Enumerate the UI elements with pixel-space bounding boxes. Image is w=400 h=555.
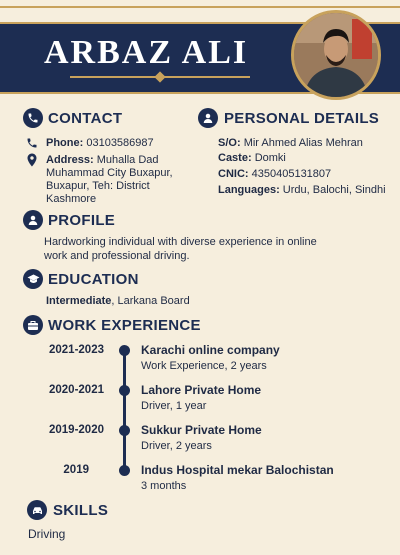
phone-value: 03103586987 [86, 137, 154, 149]
phone-small-icon [26, 136, 38, 154]
education-degree: Intermediate [46, 295, 112, 307]
profile-user-icon [23, 210, 43, 230]
so-label: S/O: [218, 137, 241, 149]
address-label: Address: [46, 154, 94, 166]
education-line [46, 295, 190, 309]
caste-value: Domki [254, 152, 286, 164]
cnic-line [218, 168, 331, 182]
education-institution: , Larkana Board [111, 295, 190, 307]
experience-place: Sukkur Private Home [141, 423, 262, 437]
personal-details-title: PERSONAL DETAILS [224, 110, 380, 127]
contact-title: CONTACT [48, 110, 123, 127]
timeline-dot [119, 345, 130, 356]
experience-place: Indus Hospital mekar Balochistan [141, 463, 334, 477]
experience-years: 2020-2021 [49, 384, 104, 396]
experience-place: Lahore Private Home [141, 383, 262, 397]
phone-label: Phone: [46, 137, 84, 149]
briefcase-icon [23, 315, 43, 335]
skill-item: Driving [28, 527, 66, 541]
cnic-label: CNIC: [218, 168, 249, 180]
address-line-1 [46, 154, 159, 168]
experience-role: 3 months [141, 480, 187, 492]
address-line-2: Muhammad City Buxapur, [46, 167, 173, 179]
so-line [218, 137, 363, 151]
profile-line-1: Hardworking individual with diverse experience in online [44, 236, 317, 248]
profile-photo [291, 10, 381, 100]
experience-years: 2019-2020 [49, 424, 104, 436]
address-value-1: Muhalla Dad [96, 154, 159, 166]
profile-line-2: work and professional driving. [44, 250, 190, 262]
skills-title: SKILLS [53, 502, 109, 519]
timeline-dot [119, 385, 130, 396]
address-line-3: Buxapur, Teh: District [46, 180, 150, 192]
caste-line [218, 152, 286, 166]
so-value: Mir Ahmed Alias Mehran [243, 137, 363, 149]
location-pin-icon [26, 153, 38, 172]
candidate-name: ARBAZ ALI [44, 34, 249, 71]
experience-place: Karachi online company [141, 343, 280, 357]
experience-role: Driver, 2 years [141, 440, 212, 452]
experience-years: 2021-2023 [49, 344, 104, 356]
experience-years: 2019 [63, 464, 89, 476]
experience-role: Work Experience, 2 years [141, 360, 267, 372]
caste-label: Caste: [218, 152, 252, 164]
timeline-line [123, 347, 126, 473]
address-line-4: Kashmore [46, 193, 97, 205]
name-ornament [70, 76, 250, 78]
experience-role: Driver, 1 year [141, 400, 207, 412]
timeline-dot [119, 425, 130, 436]
phone-icon [23, 108, 43, 128]
car-icon [27, 500, 47, 520]
user-icon [198, 108, 218, 128]
top-gold-rule [0, 6, 400, 8]
languages-value: Urdu, Balochi, Sindhi [282, 184, 386, 196]
phone-line [46, 137, 154, 151]
graduation-cap-icon [23, 269, 43, 289]
work-experience-title: WORK EXPERIENCE [48, 317, 201, 334]
languages-label: Languages: [218, 184, 280, 196]
education-title: EDUCATION [48, 271, 139, 288]
languages-line [218, 184, 386, 198]
timeline-dot [119, 465, 130, 476]
profile-title: PROFILE [48, 212, 116, 229]
cnic-value: 4350405131807 [251, 168, 332, 180]
